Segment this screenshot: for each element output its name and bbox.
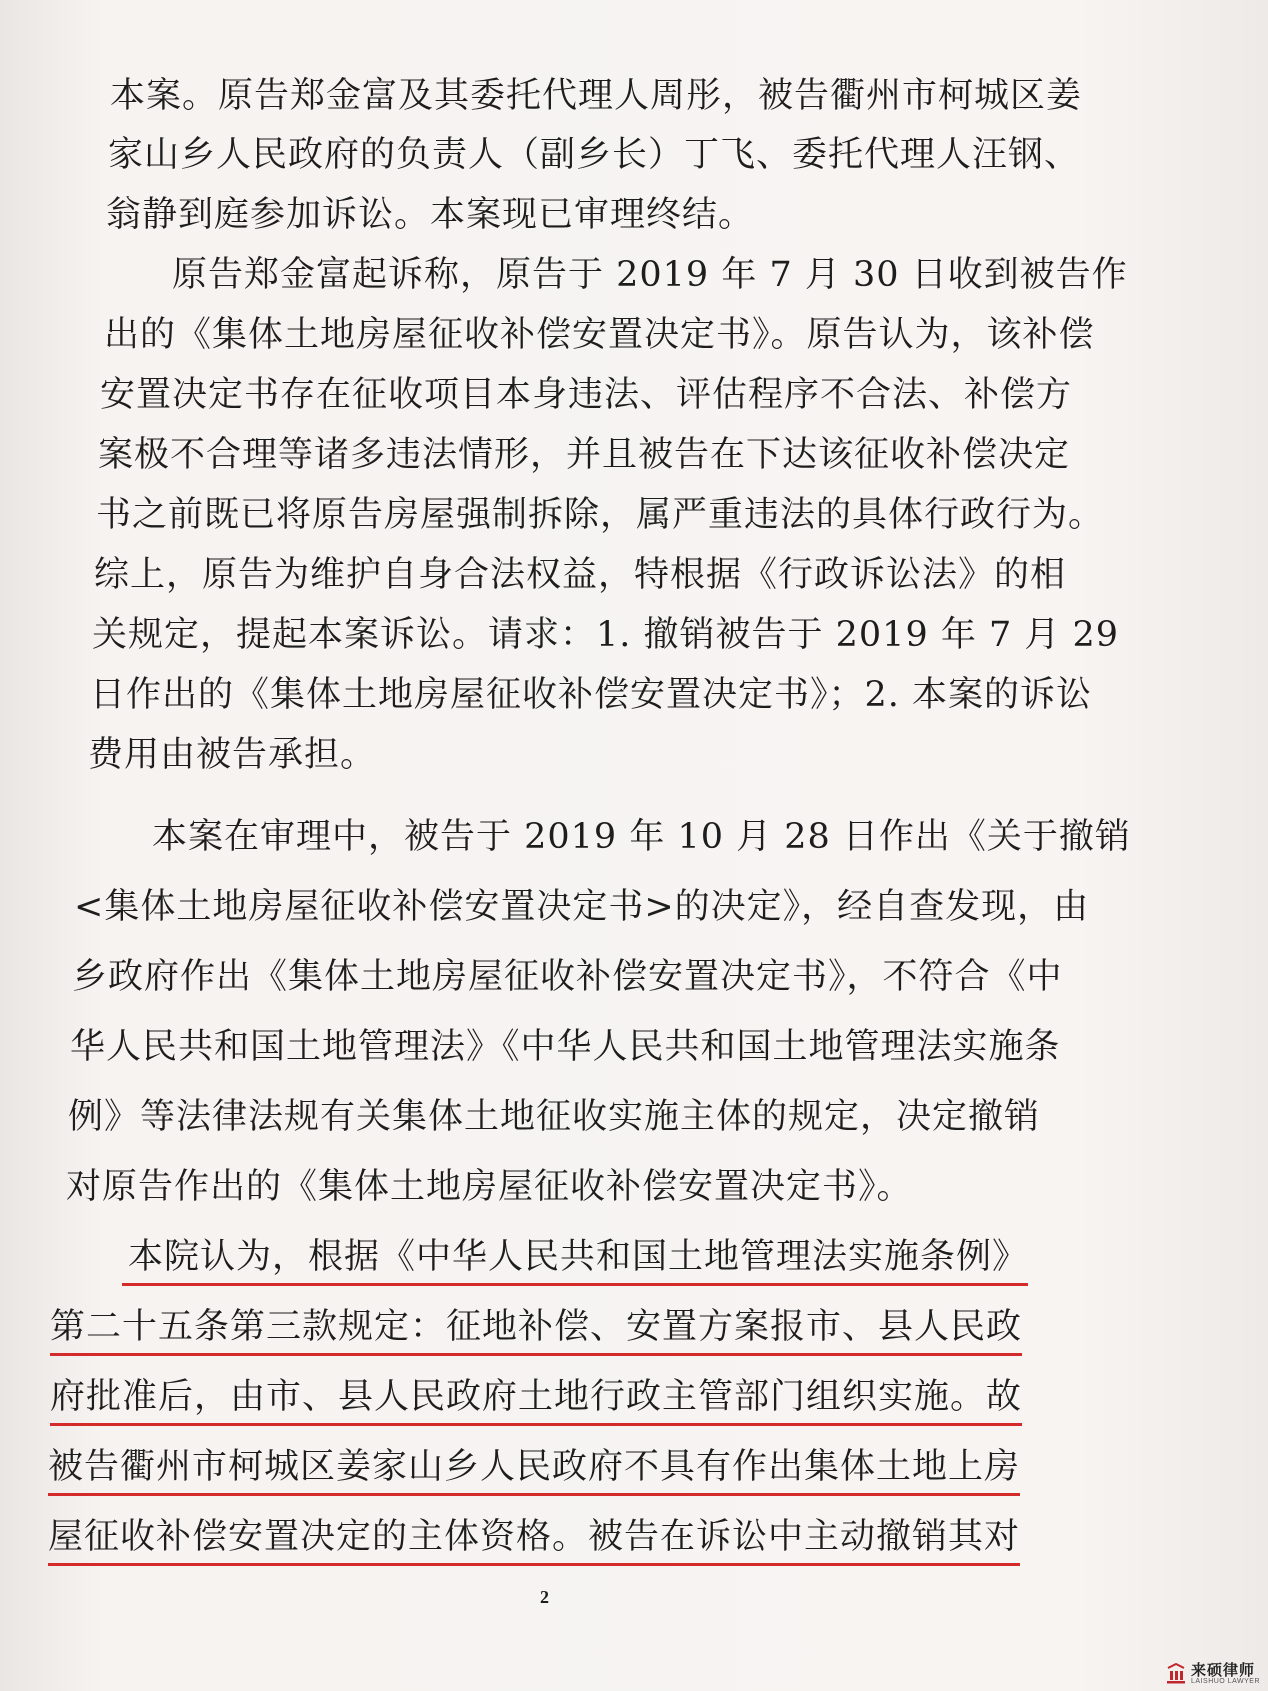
highlighted-line-1: 本院认为，根据《中华人民共和国土地管理法实施条例》 (122, 1235, 1028, 1286)
text-line-3: 翁静到庭参加诉讼。本案现已审理终结。 (106, 195, 755, 235)
text-line-2: 家山乡人民政府的负责人（副乡长）丁飞、委托代理人汪钢、 (108, 135, 1081, 175)
text-line-11: 日作出的《集体土地房屋征收补偿安置决定书》；2. 本案的诉讼 (90, 675, 1093, 715)
highlighted-line-4: 被告衢州市柯城区姜家山乡人民政府不具有作出集体土地上房 (48, 1445, 1020, 1496)
watermark (1165, 1663, 1260, 1685)
text-line-17: 例》等法律法规有关集体土地征收实施主体的规定，决定撤销 (68, 1097, 1041, 1137)
highlighted-line-3: 府批准后，由市、县人民政府土地行政主管部门组织实施。故 (50, 1375, 1022, 1426)
text-line-6: 安置决定书存在征收项目本身违法、评估程序不合法、补偿方 (100, 375, 1073, 415)
text-line-7: 案极不合理等诸多违法情形，并且被告在下达该征收补偿决定 (98, 435, 1071, 475)
watermark-name-en: LAISHUO LAWYER (1191, 1678, 1260, 1685)
text-line-14: <集体土地房屋征收补偿安置决定书>的决定》，经自查发现，由 (74, 887, 1090, 927)
text-line-10: 关规定，提起本案诉讼。请求：1. 撤销被告于 2019 年 7 月 29 (92, 615, 1120, 655)
lawfirm-logo-icon (1165, 1663, 1187, 1685)
text-line-13: 本案在审理中，被告于 2019 年 10 月 28 日作出《关于撤销 (152, 817, 1131, 857)
watermark-name-cn: 来硕律师 (1191, 1661, 1256, 1679)
text-line-15: 乡政府作出《集体土地房屋征收补偿安置决定书》，不符合《中 (72, 957, 1063, 997)
highlighted-line-2: 第二十五条第三款规定：征地补偿、安置方案报市、县人民政 (50, 1305, 1022, 1356)
text-line-9: 综上，原告为维护自身合法权益，特根据《行政诉讼法》的相 (94, 555, 1067, 595)
text-line-18: 对原告作出的《集体土地房屋征收补偿安置决定书》。 (66, 1167, 913, 1207)
text-line-5: 出的《集体土地房屋征收补偿安置决定书》。原告认为，该补偿 (104, 315, 1095, 355)
text-line-16: 华人民共和国土地管理法》《中华人民共和国土地管理法实施条 (70, 1027, 1061, 1067)
page-number: 2 (540, 1587, 549, 1607)
text-line-8: 书之前既已将原告房屋强制拆除，属严重违法的具体行政行为。 (96, 495, 1105, 535)
highlighted-line-5: 屋征收补偿安置决定的主体资格。被告在诉讼中主动撤销其对 (48, 1515, 1020, 1566)
text-line-1: 本案。原告郑金富及其委托代理人周彤，被告衢州市柯城区姜 (110, 76, 1083, 116)
text-line-4: 原告郑金富起诉称，原告于 2019 年 7 月 30 日收到被告作 (172, 255, 1128, 295)
text-line-12: 费用由被告承担。 (88, 735, 377, 775)
